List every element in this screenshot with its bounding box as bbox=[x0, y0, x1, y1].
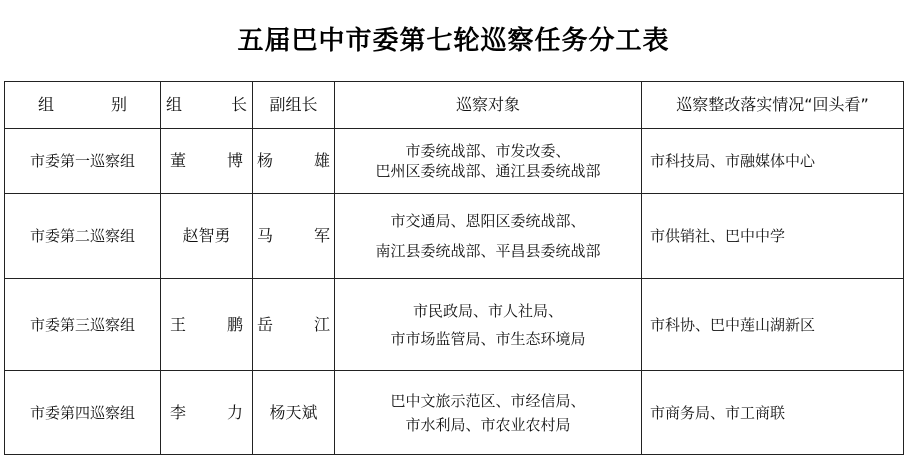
table-row bbox=[5, 371, 904, 455]
assignment-table bbox=[4, 81, 904, 455]
target-line: 市交通局、恩阳区委统战部、 bbox=[390, 212, 586, 230]
table-row bbox=[5, 194, 904, 279]
leader-cell: 李 力 bbox=[161, 371, 253, 455]
header-review: 巡察整改落实情况“回头看” bbox=[642, 82, 904, 129]
table-row bbox=[5, 279, 904, 371]
target-line: 巴州区委统战部、通江县委统战部 bbox=[375, 162, 601, 180]
leader-cell: 董 博 bbox=[161, 129, 253, 194]
target-cell bbox=[335, 129, 642, 194]
target-line: 市民政局、市人社局、 bbox=[412, 301, 563, 320]
target-cell bbox=[335, 279, 642, 371]
header-deputy: 副组长 bbox=[253, 82, 335, 129]
group-cell: 市委第三巡察组 bbox=[5, 279, 161, 371]
target-line: 南江县委统战部、平昌县委统战部 bbox=[375, 242, 601, 260]
review-cell: 市供销社、巴中中学 bbox=[642, 194, 904, 279]
target-line: 市委统战部、市发改委、 bbox=[405, 142, 571, 160]
table-row bbox=[5, 129, 904, 194]
target-cell bbox=[335, 194, 642, 279]
leader-cell: 赵智勇 bbox=[161, 194, 253, 279]
deputy-cell: 马 军 bbox=[253, 194, 335, 279]
table-header-row bbox=[5, 82, 904, 129]
header-leader: 组 长 bbox=[161, 82, 253, 129]
target-line: 市市场监管局、市生态环境局 bbox=[390, 329, 586, 348]
review-cell: 市科协、巴中莲山湖新区 bbox=[642, 279, 904, 371]
target-line: 市水利局、市农业农村局 bbox=[405, 415, 571, 434]
deputy-cell: 杨 雄 bbox=[253, 129, 335, 194]
deputy-cell: 岳 江 bbox=[253, 279, 335, 371]
group-cell: 市委第四巡察组 bbox=[5, 371, 161, 455]
deputy-cell: 杨天斌 bbox=[253, 371, 335, 455]
header-group: 组 别 bbox=[5, 82, 161, 129]
header-target: 巡察对象 bbox=[335, 82, 642, 129]
page-title: 五届巴中市委第七轮巡察任务分工表 bbox=[237, 26, 670, 56]
leader-cell: 王 鹏 bbox=[161, 279, 253, 371]
target-line: 巴中文旅示范区、市经信局、 bbox=[390, 391, 586, 410]
target-cell bbox=[335, 371, 642, 455]
group-cell: 市委第一巡察组 bbox=[5, 129, 161, 194]
review-cell: 市科技局、市融媒体中心 bbox=[642, 129, 904, 194]
group-cell: 市委第二巡察组 bbox=[5, 194, 161, 279]
review-cell: 市商务局、市工商联 bbox=[642, 371, 904, 455]
